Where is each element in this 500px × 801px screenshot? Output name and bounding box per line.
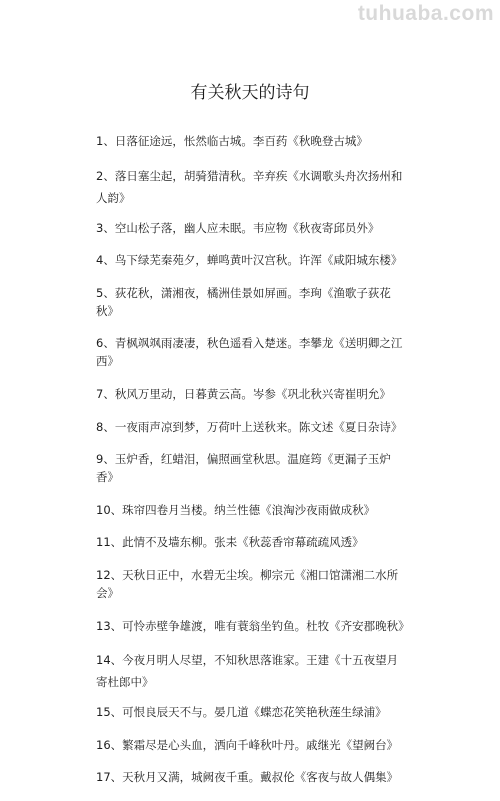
poem-line-list: [96, 132, 408, 801]
list-item: 6、青枫飒飒雨凄凄，秋色遥看入楚迷。李攀龙《送明卿之江西》: [96, 336, 403, 369]
list-item: 17、天秋月又满，城阙夜千重。戴叔伦《客夜与故人偶集》: [96, 770, 399, 785]
list-item: 7、秋风万里动，日暮黄云高。岑参《巩北秋兴寄崔明允》: [96, 386, 391, 401]
watermark: tuhuaba.com: [357, 2, 494, 25]
list-item: 10、珠帘四卷月当楼。纳兰性德《浪淘沙夜雨做成秋》: [96, 502, 376, 517]
list-item: 5、荻花秋，潇湘夜，橘洲佳景如屏画。李珣《渔歌子荻花秋》: [96, 285, 391, 318]
list-item: 9、玉炉香，红蜡泪，偏照画堂秋思。温庭筠《更漏子玉炉香》: [96, 452, 391, 485]
list-item: 13、可怜赤壁争雄渡，唯有蓑翁坐钓鱼。杜牧《齐安郡晚秋》: [96, 618, 410, 633]
list-item: 12、天秋日正中，水碧无尘埃。柳宗元《湘口馆潇湘二水所会》: [96, 567, 399, 600]
list-item: 2、落日塞尘起，胡骑猎清秋。辛弃疾《水调歌头舟次扬州和人韵》: [96, 168, 403, 205]
list-item: 15、可恨良辰天不与。晏几道《蝶恋花笑艳秋莲生绿浦》: [96, 705, 387, 720]
list-item: 3、空山松子落，幽人应未眠。韦应物《秋夜寄邱员外》: [96, 220, 380, 235]
list-item: 16、繁霜尽是心头血，洒向千峰秋叶丹。戚继光《望阙台》: [96, 737, 399, 752]
list-item: 14、今夜月明人尽望，不知秋思落谁家。王建《十五夜望月寄杜郎中》: [96, 653, 399, 690]
list-item: 4、鸟下绿芜秦苑夕，蝉鸣黄叶汉宫秋。许浑《咸阳城东楼》: [96, 253, 403, 268]
list-item: 8、一夜雨声凉到梦，万荷叶上送秋来。陈文述《夏日杂诗》: [96, 419, 403, 434]
document-title: 有关秋天的诗句: [190, 83, 310, 103]
list-item: 1、日落征途远，怅然临古城。李百药《秋晚登古城》: [96, 134, 368, 148]
list-item: 11、此情不及墙东柳。张耒《秋蕊香帘幕疏疏风透》: [96, 535, 364, 550]
